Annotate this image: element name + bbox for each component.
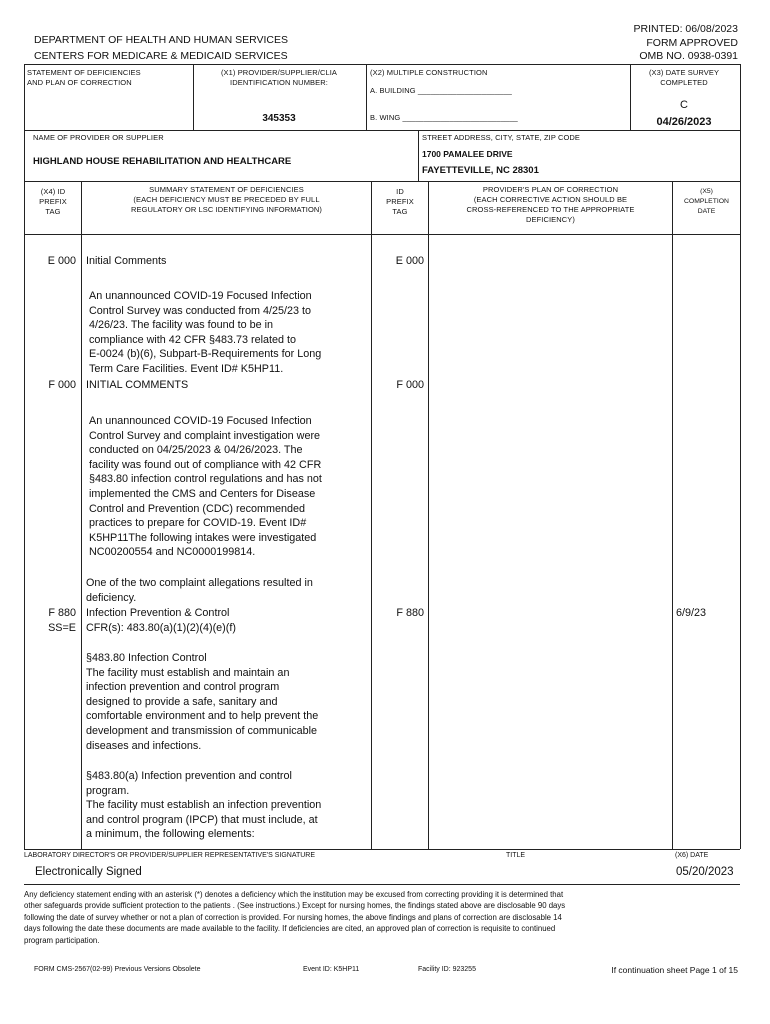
- agency-title: CENTERS FOR MEDICARE & MEDICAID SERVICES: [34, 50, 288, 62]
- f880-title: Infection Prevention & Control: [86, 607, 230, 619]
- summary-header: SUMMARY STATEMENT OF DEFICIENCIES (EACH DEFICIENCY MUST BE PRECEDED BY FULL REGULATORY OR LSC IDENTIFYING INFORMATION): [130, 185, 323, 214]
- f000-id-tag: F 000: [396, 379, 424, 391]
- f880-id-tag: F 880: [396, 607, 424, 619]
- x2-label: (X2) MULTIPLE CONSTRUCTION: [370, 68, 488, 77]
- signature-label: LABORATORY DIRECTOR'S OR PROVIDER/SUPPLIER REPRESENTATIVE'S SIGNATURE: [24, 852, 316, 859]
- plan-header: PROVIDER'S PLAN OF CORRECTION (EACH CORRECTIVE ACTION SHOULD BE CROSS-REFERENCED TO THE APPROPRIATE DEFICIENCY): [466, 185, 635, 224]
- f880-completion-date: 6/9/23: [676, 607, 707, 619]
- signature-date-label: (X6) DATE: [675, 852, 709, 859]
- x4-header: (X4) ID PREFIX TAG: [39, 187, 67, 216]
- provider-number: 345353: [262, 113, 296, 124]
- address-city: FAYETTEVILLE, NC 28301: [422, 165, 539, 176]
- f880-prefix-tag: F 880: [48, 607, 76, 619]
- form-approved: FORM APPROVED: [646, 37, 738, 49]
- event-id: Event ID: K5HP11: [303, 966, 360, 973]
- x1-label: (X1) PROVIDER/SUPPLIER/CLIA IDENTIFICATION NUMBER:: [220, 68, 338, 87]
- page-indicator: If continuation sheet Page 1 of 15: [611, 965, 738, 975]
- department-title: DEPARTMENT OF HEALTH AND HUMAN SERVICES: [34, 34, 288, 46]
- address-street: 1700 PAMALEE DRIVE: [422, 149, 513, 159]
- facility-id: Facility ID: 923255: [418, 966, 476, 973]
- f000-prefix-tag: F 000: [48, 379, 76, 391]
- printed-date: PRINTED: 06/08/2023: [633, 23, 738, 35]
- f000-title: INITIAL COMMENTS: [86, 379, 189, 391]
- id-header: ID PREFIX TAG: [386, 187, 414, 216]
- statement-label: STATEMENT OF DEFICIENCIES AND PLAN OF CORRECTION: [27, 68, 141, 87]
- f880-cfr: CFR(s): 483.80(a)(1)(2)(4)(e)(f): [86, 622, 236, 634]
- x5-header: (X5) COMPLETION DATE: [684, 188, 729, 215]
- survey-type: C: [680, 99, 688, 111]
- e000-prefix-tag: E 000: [47, 255, 76, 267]
- omb-number: OMB NO. 0938-0391: [639, 50, 738, 62]
- e000-id-tag: E 000: [395, 255, 424, 267]
- building-label: A. BUILDING ______________________: [370, 86, 512, 95]
- e000-title: Initial Comments: [86, 255, 167, 267]
- f000-text: An unannounced COVID-19 Focused Infection Control Survey and complaint investigation were conducted on 04/25/2023 & 04/26/2023. The facility was found out of compliance with 42 CFR §483.80 infection control regulations and has not implemented the CMS and Centers for Disease Control and Prevention (CDC) recommended practices to prepare for COVID-19. Event ID# K5HP11The following intakes were investigated NC00200554 and NC0000199814.: [89, 415, 322, 559]
- provider-name: HIGHLAND HOUSE REHABILITATION AND HEALTHCARE: [33, 156, 292, 167]
- title-label: TITLE: [506, 852, 526, 859]
- x3-label: (X3) DATE SURVEY COMPLETED: [648, 68, 720, 87]
- f880-scope-severity: SS=E: [48, 622, 76, 634]
- wing-label: B. WING ___________________________: [370, 113, 518, 122]
- survey-date: 04/26/2023: [656, 116, 712, 128]
- signature-date: 05/20/2023: [676, 866, 734, 878]
- f880-text-2: §483.80(a) Infection prevention and control program. The facility must establish an infection prevention and control program (IPCP) that must include, at a minimum, the following elements:: [86, 770, 322, 841]
- disclaimer-text: Any deficiency statement ending with an asterisk (*) denotes a deficiency which the institution may be excused from correcting providing it is determined that other safeguards provide sufficient protection to the patients . (See instructions.) Except for nursing homes, the findings stated above are disclosable 90 days following the date of survey whether or not a plan of correction is provided. For nursing homes, the above findings and plans of correction are disclosable 14 days following the date these documents are made available to the facility. If deficiencies are cited, an approved plan of correction is requisite to continued program participation.: [24, 890, 566, 945]
- f880-text-1: §483.80 Infection Control The facility must establish and maintain an infection prevention and control program designed to provide a safe, sanitary and comfortable environment and to help prevent the development and transmission of communicable diseases and infections.: [86, 652, 319, 752]
- e000-text: An unannounced COVID-19 Focused Infection Control Survey was conducted from 4/25/23 to 4/26/23. The facility was found to be in compliance with 42 CFR §483.73 related to E-0024 (b)(6), Subpart-B-Requirements for Long Term Care Facilities. Event ID# K5HP11.: [89, 290, 322, 375]
- signature-value: Electronically Signed: [35, 866, 142, 878]
- form-number: FORM CMS-2567(02-99) Previous Versions Obsolete: [34, 966, 201, 973]
- address-label: STREET ADDRESS, CITY, STATE, ZIP CODE: [422, 133, 581, 142]
- provider-name-label: NAME OF PROVIDER OR SUPPLIER: [33, 133, 164, 142]
- f000-text-2: One of the two complaint allegations resulted in deficiency.: [86, 577, 313, 604]
